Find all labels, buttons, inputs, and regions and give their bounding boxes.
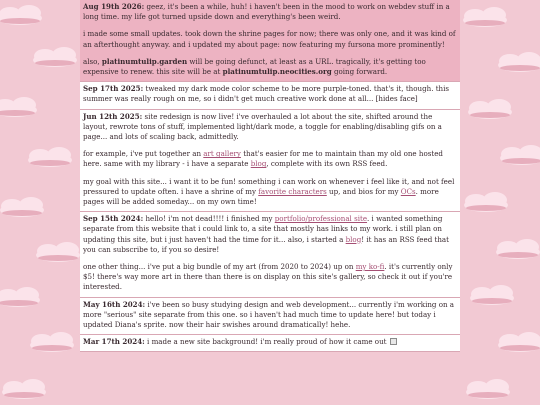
update-date: May 16th 2024: [83, 299, 146, 309]
update-paragraph: i made some small updates. took down the shrine pages for now; there was only one, and it was kind of an afterthought anyway. and i updated my about page: now featuring my fursona more prominently! [83, 29, 456, 49]
broken-image-icon [390, 338, 397, 345]
update-paragraph [83, 57, 457, 77]
update-text: going forward. [331, 67, 388, 77]
ocs-link[interactable]: OCs [400, 186, 416, 196]
update-text: . it's currently only $5! there's way more art in there than there is on display on this site's gallery, so check it out if you're interested. [83, 262, 453, 292]
update-text: tweaked my dark mode color scheme to be more purple-toned. that's it, though. this summer was really rough on me, so i didn't get much creative work done at all... [hides face] [83, 84, 450, 104]
updates-feed [80, 0, 460, 352]
update-paragraph [83, 149, 457, 169]
new-site-url: platinumtulip.neocities.org [222, 67, 332, 77]
update-text: my goal with this site... i want it to be fun! something i can work on whenever i feel like it, and not feel pressured to update often. i have a shrine of my [83, 176, 455, 196]
ko-fi-link[interactable]: my ko-fi [355, 262, 385, 272]
update-text: that's easier for me to maintain than my old one hosted here. same with my library - i have a separate [83, 149, 443, 169]
update-date: Sep 17th 2025: [83, 84, 144, 94]
update-paragraph [83, 112, 457, 143]
blog-link[interactable]: blog [345, 234, 362, 244]
update-entry-jun-2025 [80, 110, 460, 213]
update-entry-mar-2024 [80, 335, 460, 352]
favorite-characters-link[interactable]: favorite characters [258, 186, 327, 196]
old-site-url: platinumtulip.garden [101, 56, 188, 66]
update-text: geez, it's been a while, huh! i haven't been in the mood to work on webdev stuff in a long time. my life got turned upside down and everything's been weird. [83, 2, 450, 22]
update-paragraph [83, 262, 457, 293]
update-text: , complete with its own RSS feed. [266, 159, 388, 169]
update-text: . i wanted something separate from this website that i could link to, a site that mostly has links to my work. i still plan on updating this site, but i just haven't had the time for it... also, i started a [83, 214, 443, 244]
update-date: Jun 12th 2025: [83, 111, 143, 121]
update-text: hello! i'm not dead!!!! i finished my [143, 214, 275, 224]
update-paragraph [83, 337, 457, 347]
update-paragraph [83, 300, 457, 331]
update-date: Aug 19th 2026: [83, 2, 145, 11]
update-paragraph [83, 177, 457, 208]
update-text: for example, i've put together an [83, 149, 204, 159]
update-text: will be going defunct, at least as a URL. tragically, it's getting too expensive to renew. this site will be at [83, 56, 426, 77]
blog-link[interactable]: blog [250, 159, 267, 169]
portfolio-link[interactable]: portfolio/professional site [274, 214, 368, 224]
update-text: also, [83, 56, 102, 66]
update-text: site redesign is now live! i've overhauled a lot about the site, shifted around the layout, rewrote tons of stuff, implemented light/dark mode, a toggle for enabling/disabling gifs on a page... and lots of scaling back, admittedly. [83, 111, 442, 142]
update-paragraph [83, 2, 457, 22]
update-date: Sep 15th 2024: [83, 214, 144, 224]
update-entry-aug-2026 [80, 0, 460, 82]
update-text: . more pages will be added someday... on my own time! [83, 186, 439, 207]
update-entry-may-2024 [80, 298, 460, 336]
update-entry-sep-2024 [80, 212, 460, 297]
update-text: i made a new site background! i'm really proud of how it came out [144, 337, 389, 347]
update-text: one other thing... i've put a big bundle of my art (from 2020 to 2024) up on [83, 262, 356, 272]
update-text: ! it has an RSS feed that you can subscribe to, if you so desire! [83, 234, 449, 254]
update-paragraph [83, 84, 457, 104]
update-text: up, and bios for my [326, 186, 401, 196]
art-gallery-link[interactable]: art gallery [203, 149, 241, 159]
update-text: i've been so busy studying design and web development... currently i'm working on a more "serious" site separate from this one. so i haven't had much time to update here! but today i updated Diana's sprite. now their hair swishes around dramatically! hehe. [83, 299, 455, 330]
update-date: Mar 17th 2024: [83, 337, 145, 347]
update-entry-sep-2025 [80, 82, 460, 109]
update-paragraph [83, 214, 457, 255]
